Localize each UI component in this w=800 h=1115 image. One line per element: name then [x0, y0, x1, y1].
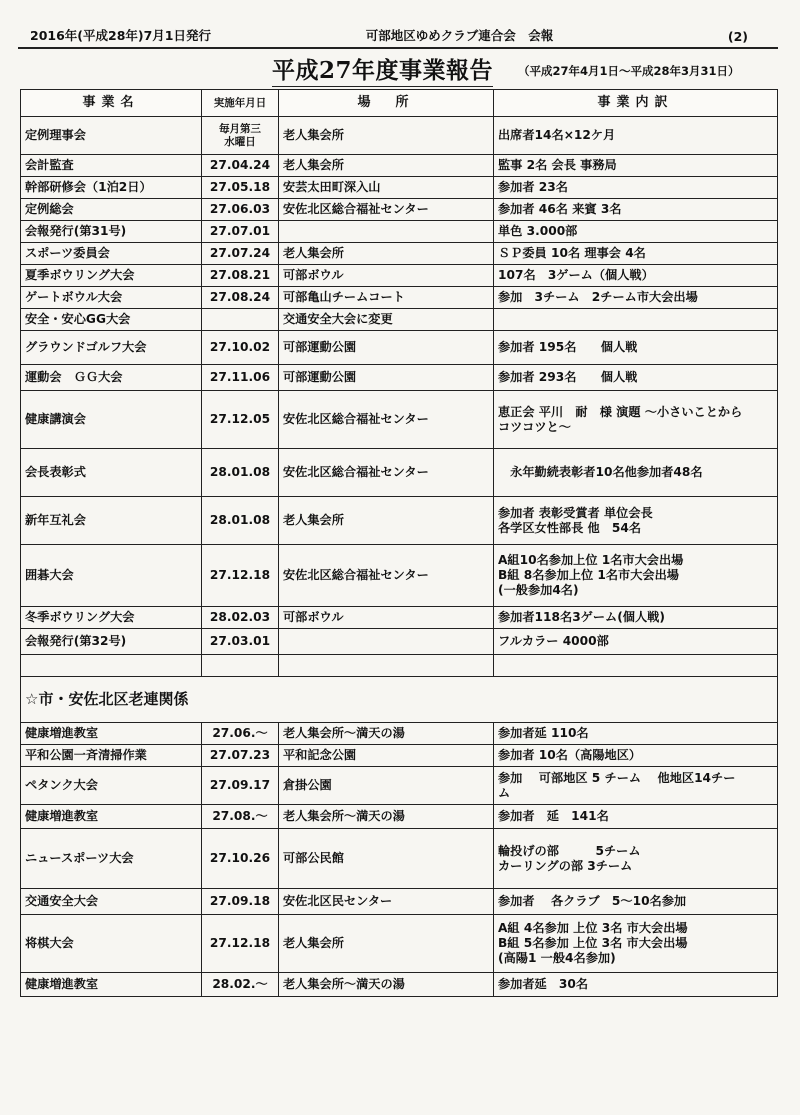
section-row — [21, 677, 778, 723]
event-place: 倉掛公園 — [279, 767, 494, 805]
event-name: 会報発行(第32号) — [21, 629, 202, 655]
event-place: 安佐北区総合福祉センター — [279, 391, 494, 449]
table-row — [21, 331, 778, 365]
table-row — [21, 199, 778, 221]
table-row — [21, 889, 778, 915]
event-detail: 参加者 46名 来賓 3名 — [494, 199, 778, 221]
event-name: 平和公園一斉清掃作業 — [21, 745, 202, 767]
event-detail: 監事 2名 会長 事務局 — [494, 155, 778, 177]
page-number: (2) — [727, 29, 748, 44]
event-name: スポーツ委員会 — [21, 243, 202, 265]
event-place: 可部運動公園 — [279, 365, 494, 391]
event-date: 27.05.18 — [202, 177, 279, 199]
table-row — [21, 607, 778, 629]
event-detail: 恵正会 平川 耐 様 演題 ～小さいことから コツコツと～ — [494, 391, 778, 449]
event-name: 囲碁大会 — [21, 545, 202, 607]
table-row — [21, 309, 778, 331]
event-detail: フルカラー 4000部 — [494, 629, 778, 655]
event-detail — [494, 309, 778, 331]
event-place: 可部運動公園 — [279, 331, 494, 365]
event-detail: 永年勤続表彰者10名他参加者48名 — [494, 449, 778, 497]
event-name: グラウンドゴルフ大会 — [21, 331, 202, 365]
event-place: 安芸太田町深入山 — [279, 177, 494, 199]
event-place: 可部亀山チームコート — [279, 287, 494, 309]
event-detail: A組10名参加上位 1名市大会出場 B組 8名参加上位 1名市大会出場 (一般参加4名) — [494, 545, 778, 607]
event-place: 安佐北区総合福祉センター — [279, 449, 494, 497]
event-name: 夏季ボウリング大会 — [21, 265, 202, 287]
event-detail: 参加者 23名 — [494, 177, 778, 199]
event-place: 安佐北区総合福祉センター — [279, 545, 494, 607]
event-detail: 参加者 195名 個人戦 — [494, 331, 778, 365]
event-date: 28.02.03 — [202, 607, 279, 629]
event-detail: ＳＰ委員 10名 理事会 4名 — [494, 243, 778, 265]
event-detail: 参加者118名3ゲーム(個人戦) — [494, 607, 778, 629]
table-row — [21, 545, 778, 607]
table-row — [21, 365, 778, 391]
event-date: 27.04.24 — [202, 155, 279, 177]
header-place: 場 所 — [279, 90, 494, 117]
event-date: 27.10.02 — [202, 331, 279, 365]
table-row — [21, 745, 778, 767]
event-name: 健康増進教室 — [21, 973, 202, 997]
event-name: 将棋大会 — [21, 915, 202, 973]
event-date: 27.12.18 — [202, 545, 279, 607]
event-place: 老人集会所～満天の湯 — [279, 723, 494, 745]
event-date: 27.09.18 — [202, 889, 279, 915]
table-row — [21, 287, 778, 309]
event-date: 27.12.18 — [202, 915, 279, 973]
events-table-body — [21, 117, 778, 655]
event-name: 会報発行(第31号) — [21, 221, 202, 243]
event-detail: 参加 3チーム 2チーム市大会出場 — [494, 287, 778, 309]
table-row — [21, 265, 778, 287]
organization-name: 可部地区ゆめクラブ連合会 会報 — [365, 28, 554, 43]
title-row — [0, 50, 800, 86]
event-name: 幹部研修会（1泊2日） — [21, 177, 202, 199]
table-row — [21, 155, 778, 177]
issue-date: 2016年(平成28年)7月1日発行 — [30, 28, 212, 43]
table-row — [21, 805, 778, 829]
event-date: 28.01.08 — [202, 449, 279, 497]
event-date: 27.12.05 — [202, 391, 279, 449]
page-header — [18, 26, 778, 49]
event-date: 27.07.01 — [202, 221, 279, 243]
event-date: 毎月第三 水曜日 — [202, 117, 279, 155]
table-row — [21, 391, 778, 449]
event-name: 冬季ボウリング大会 — [21, 607, 202, 629]
event-name: 会長表彰式 — [21, 449, 202, 497]
event-name: 交通安全大会 — [21, 889, 202, 915]
event-place: 老人集会所 — [279, 155, 494, 177]
event-date: 27.10.26 — [202, 829, 279, 889]
event-place: 老人集会所 — [279, 243, 494, 265]
event-date: 27.07.24 — [202, 243, 279, 265]
section-title: ☆市・安佐北区老連関係 — [21, 677, 778, 723]
table-row — [21, 973, 778, 997]
table-row — [21, 829, 778, 889]
event-place: 交通安全大会に変更 — [279, 309, 494, 331]
event-date: 27.06.～ — [202, 723, 279, 745]
event-place: 可部ボウル — [279, 265, 494, 287]
event-name: 新年互礼会 — [21, 497, 202, 545]
event-place: 老人集会所 — [279, 915, 494, 973]
event-date: 27.09.17 — [202, 767, 279, 805]
table-row — [21, 449, 778, 497]
event-place: 老人集会所～満天の湯 — [279, 805, 494, 829]
event-name: ゲートボウル大会 — [21, 287, 202, 309]
event-detail: 輪投げの部 5チーム カーリングの部 3チーム — [494, 829, 778, 889]
event-date: 27.08.～ — [202, 805, 279, 829]
event-place: 可部公民館 — [279, 829, 494, 889]
event-detail: 参加者 各クラブ 5～10名参加 — [494, 889, 778, 915]
event-place: 安佐北区総合福祉センター — [279, 199, 494, 221]
event-detail: 参加 可部地区 5 チーム 他地区14チー ム — [494, 767, 778, 805]
table-row — [21, 243, 778, 265]
table-row — [21, 117, 778, 155]
event-date: 27.08.24 — [202, 287, 279, 309]
event-place: 老人集会所 — [279, 497, 494, 545]
event-date: 27.06.03 — [202, 199, 279, 221]
event-detail: 参加者延 110名 — [494, 723, 778, 745]
table-header-row — [21, 90, 778, 117]
event-detail: 107名 3ゲーム（個人戦） — [494, 265, 778, 287]
event-place: 安佐北区民センター — [279, 889, 494, 915]
event-detail: 参加者 10名（高陽地区） — [494, 745, 778, 767]
event-name: ニュースポーツ大会 — [21, 829, 202, 889]
table-row — [21, 767, 778, 805]
table-row — [21, 915, 778, 973]
table-row — [21, 497, 778, 545]
event-name: 安全・安心GG大会 — [21, 309, 202, 331]
table-row — [21, 221, 778, 243]
event-detail: 参加者 表彰受賞者 単位会長 各学区女性部長 他 54名 — [494, 497, 778, 545]
page-title: 平成27年度事業報告 — [272, 52, 493, 87]
event-date: 27.11.06 — [202, 365, 279, 391]
report-table — [20, 89, 778, 997]
event-detail: 参加者 293名 個人戦 — [494, 365, 778, 391]
event-name: 定例総会 — [21, 199, 202, 221]
report-period: （平成27年4月1日～平成28年3月31日） — [518, 64, 740, 78]
event-date: 27.07.23 — [202, 745, 279, 767]
event-place: 平和記念公園 — [279, 745, 494, 767]
event-name: ペタンク大会 — [21, 767, 202, 805]
header-date: 実施年月日 — [202, 90, 279, 117]
event-place — [279, 629, 494, 655]
event-name: 健康講演会 — [21, 391, 202, 449]
blank-row — [21, 655, 778, 677]
event-detail: A組 4名参加 上位 3名 市大会出場 B組 5名参加 上位 3名 市大会出場 (高陽1 一般4名参加) — [494, 915, 778, 973]
event-name: 定例理事会 — [21, 117, 202, 155]
city-events-table-body — [21, 723, 778, 997]
header-detail: 事業内訳 — [494, 90, 778, 117]
event-place: 可部ボウル — [279, 607, 494, 629]
header-name: 事業名 — [21, 90, 202, 117]
event-detail: 参加者延 30名 — [494, 973, 778, 997]
event-date — [202, 309, 279, 331]
event-place: 老人集会所 — [279, 117, 494, 155]
event-date: 28.02.～ — [202, 973, 279, 997]
table-row — [21, 723, 778, 745]
event-detail: 出席者14名×12ケ月 — [494, 117, 778, 155]
event-place — [279, 221, 494, 243]
event-date: 27.03.01 — [202, 629, 279, 655]
event-date: 27.08.21 — [202, 265, 279, 287]
event-place: 老人集会所～満天の湯 — [279, 973, 494, 997]
event-name: 会計監査 — [21, 155, 202, 177]
event-name: 運動会 ＧＧ大会 — [21, 365, 202, 391]
event-detail: 参加者 延 141名 — [494, 805, 778, 829]
table-row — [21, 629, 778, 655]
event-detail: 単色 3.000部 — [494, 221, 778, 243]
event-name: 健康増進教室 — [21, 805, 202, 829]
event-date: 28.01.08 — [202, 497, 279, 545]
event-name: 健康増進教室 — [21, 723, 202, 745]
table-row — [21, 177, 778, 199]
